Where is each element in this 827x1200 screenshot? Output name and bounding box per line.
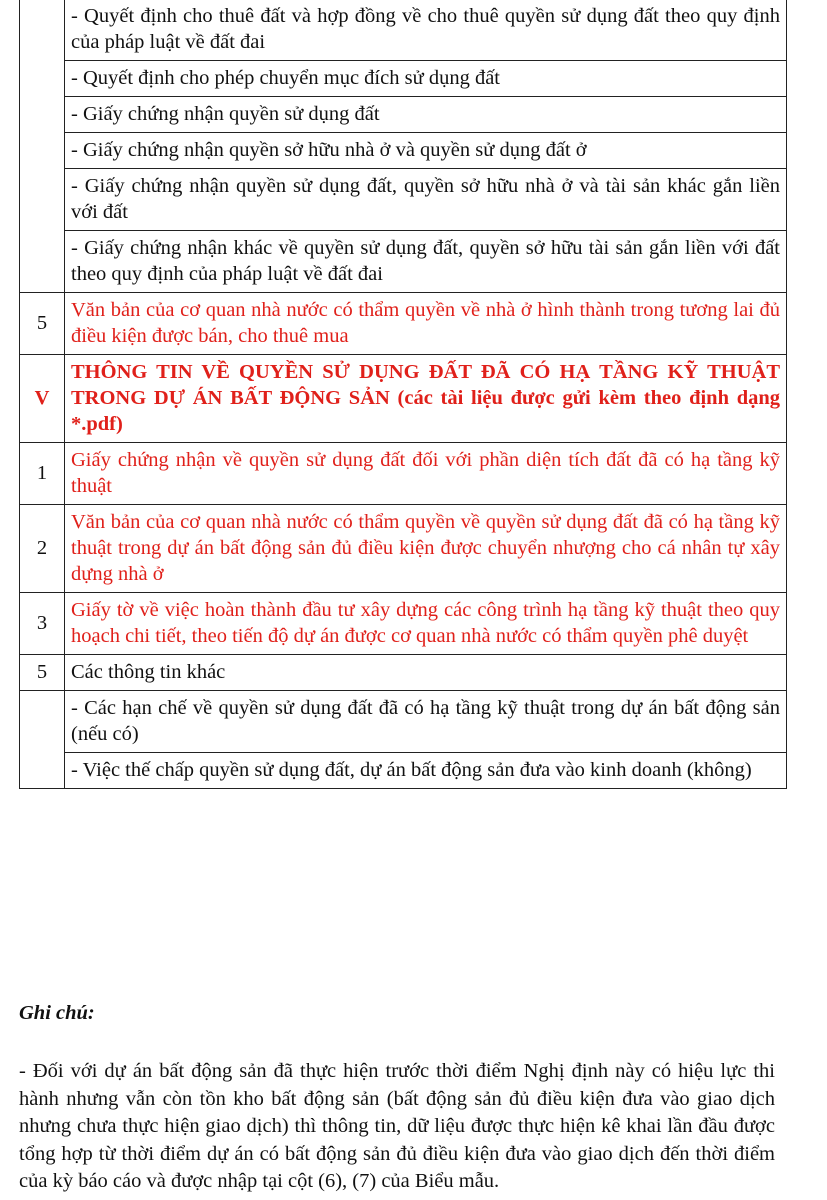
notes-title: Ghi chú: xyxy=(19,1002,95,1024)
notes-body: - Đối với dự án bất động sản đã thực hiện trước thời điểm Nghị định này có hiệu lực thi hành nhưng vẫn còn tồn kho bất động sản (bất động sản đủ điều kiện đưa vào giao dịch nhưng chưa thực hiện giao dịch) thì thông tin, dữ liệu được thực hiện kê khai lần đầu được tổng hợp từ thời điểm dự án có bất động sản đủ điều kiện đưa vào giao dịch đến thời điểm của kỳ báo cáo và được nhập tại cột (6), (7) của Biểu mẫu. xyxy=(19,1060,775,1192)
row-text: - Các hạn chế về quyền sử dụng đất đã có hạ tầng kỹ thuật trong dự án bất động sản (nếu có) xyxy=(65,691,787,753)
row-text: - Quyết định cho thuê đất và hợp đồng về cho thuê quyền sử dụng đất theo quy định của pháp luật về đất đai xyxy=(65,0,787,61)
table-row xyxy=(20,655,787,691)
row-text: Văn bản của cơ quan nhà nước có thẩm quyền về quyền sử dụng đất đã có hạ tầng kỹ thuật trong dự án bất động sản đủ điều kiện được chuyển nhượng cho cá nhân tự xây dựng nhà ở xyxy=(65,505,787,593)
row-number: 5 xyxy=(20,293,65,355)
document-table xyxy=(19,0,787,789)
row-text: - Quyết định cho phép chuyển mục đích sử dụng đất xyxy=(65,61,787,97)
row-text: - Giấy chứng nhận quyền sử dụng đất, quyền sở hữu nhà ở và tài sản khác gắn liền với đất xyxy=(65,169,787,231)
section-heading: THÔNG TIN VỀ QUYỀN SỬ DỤNG ĐẤT ĐÃ CÓ HẠ TẦNG KỸ THUẬT TRONG DỰ ÁN BẤT ĐỘNG SẢN (các tài liệu được gửi kèm theo định dạng *.pdf) xyxy=(65,355,787,443)
table-row xyxy=(20,443,787,505)
row-number: 3 xyxy=(20,593,65,655)
table-row xyxy=(20,61,787,97)
row-text: - Giấy chứng nhận quyền sở hữu nhà ở và quyền sử dụng đất ở xyxy=(65,133,787,169)
row-number: 5 xyxy=(20,655,65,691)
row-text: Giấy chứng nhận về quyền sử dụng đất đối với phần diện tích đất đã có hạ tầng kỹ thuật xyxy=(65,443,787,505)
table-row xyxy=(20,97,787,133)
row-text: Văn bản của cơ quan nhà nước có thẩm quyền về nhà ở hình thành trong tương lai đủ điều kiện được bán, cho thuê mua xyxy=(65,293,787,355)
table-row xyxy=(20,0,787,61)
row-number-cell xyxy=(20,0,65,293)
row-text: - Việc thế chấp quyền sử dụng đất, dự án bất động sản đưa vào kinh doanh (không) xyxy=(65,753,787,789)
row-text: Giấy tờ về việc hoàn thành đầu tư xây dựng các công trình hạ tầng kỹ thuật theo quy hoạch chi tiết, theo tiến độ dự án được cơ quan nhà nước có thẩm quyền phê duyệt xyxy=(65,593,787,655)
section-number: V xyxy=(20,355,65,443)
table-row xyxy=(20,169,787,231)
table-row xyxy=(20,505,787,593)
table-row xyxy=(20,133,787,169)
row-text: - Giấy chứng nhận khác về quyền sử dụng đất, quyền sở hữu tài sản gắn liền với đất theo quy định của pháp luật về đất đai xyxy=(65,231,787,293)
table-row xyxy=(20,293,787,355)
row-text: - Giấy chứng nhận quyền sử dụng đất xyxy=(65,97,787,133)
row-text: Các thông tin khác xyxy=(65,655,787,691)
row-number: 2 xyxy=(20,505,65,593)
table-row xyxy=(20,231,787,293)
row-number-cell xyxy=(20,691,65,789)
row-number: 1 xyxy=(20,443,65,505)
table-row xyxy=(20,355,787,443)
table-row xyxy=(20,593,787,655)
table-row xyxy=(20,753,787,789)
table-row xyxy=(20,691,787,753)
